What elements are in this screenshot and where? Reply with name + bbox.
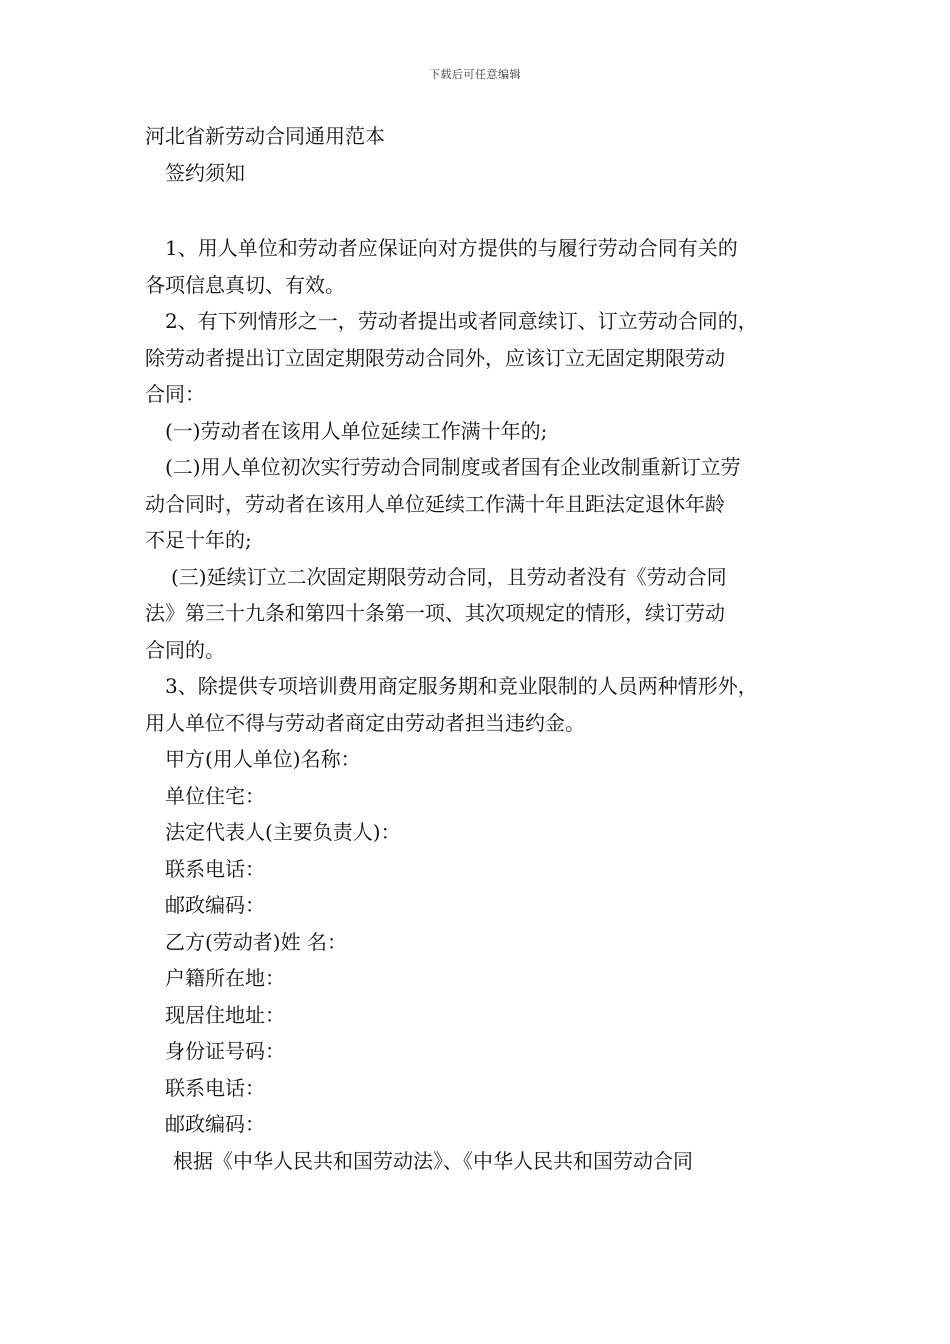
- party-a-name-field: 甲方(用人单位)名称：: [165, 747, 361, 771]
- document-subtitle: 签约须知: [165, 160, 245, 185]
- party-a-address-field: 单位住宅：: [165, 783, 265, 808]
- item-2: [145, 303, 811, 413]
- party-a-section: [145, 741, 811, 924]
- document-body: [145, 118, 811, 1179]
- basis-paragraph: [145, 1143, 811, 1180]
- sub-item-3: [145, 559, 811, 669]
- party-b-section: [145, 924, 811, 1143]
- sub-item-2-line-3: 不足十年的;: [145, 528, 252, 552]
- blank-line: [145, 191, 811, 230]
- party-b-postcode-field: 邮政编码：: [165, 1112, 265, 1136]
- sub-item-3-line-2: 法》第三十九条和第四十条第一项、其次项规定的情形，续订劳动: [145, 601, 725, 625]
- party-b-id-number-field: 身份证号码：: [165, 1039, 285, 1063]
- item-2-line-1: 2、有下列情形之一，劳动者提出或者同意续订、订立劳动合同的，: [165, 309, 758, 333]
- party-a-representative-field: 法定代表人(主要负责人)：: [165, 820, 401, 844]
- sub-item-2: [145, 449, 811, 559]
- party-b-residence-field: 现居住地址：: [165, 1002, 285, 1027]
- sub-item-1: [145, 413, 811, 450]
- sub-item-1-line-1: (一)劳动者在该用人单位延续工作满十年的;: [165, 418, 548, 443]
- item-1: [145, 230, 811, 303]
- sub-item-2-line-2: 动合同时，劳动者在该用人单位延续工作满十年且距法定退休年龄: [145, 491, 725, 516]
- item-2-line-3: 合同：: [145, 382, 205, 406]
- item-1-line-1: 1、用人单位和劳动者应保证向对方提供的与履行劳动合同有关的: [165, 236, 738, 260]
- party-b-name-field: 乙方(劳动者)姓 名：: [165, 929, 347, 954]
- header-note: 下载后可任意编辑: [429, 68, 521, 81]
- sub-item-3-line-1: (三)延续订立二次固定期限劳动合同，且劳动者没有《劳动合同: [171, 564, 727, 589]
- basis-line-1: 根据《中华人民共和国劳动法》、《中华人民共和国劳动合同: [173, 1148, 693, 1173]
- party-a-postcode-field: 邮政编码：: [165, 893, 265, 917]
- item-1-line-2: 各项信息真切、有效。: [145, 272, 345, 297]
- item-3-line-2: 用人单位不得与劳动者商定由劳动者担当违约金。: [145, 710, 585, 735]
- party-b-household-field: 户籍所在地：: [165, 966, 285, 990]
- sub-item-2-line-1: (二)用人单位初次实行劳动合同制度或者国有企业改制重新订立劳: [165, 455, 741, 479]
- item-2-line-2: 除劳动者提出订立固定期限劳动合同外，应该订立无固定期限劳动: [145, 345, 725, 370]
- item-3: [145, 668, 811, 741]
- party-b-phone-field: 联系电话：: [165, 1075, 265, 1100]
- document-title: 河北省新劳动合同通用范本: [145, 124, 385, 148]
- party-a-phone-field: 联系电话：: [165, 856, 265, 881]
- sub-item-3-line-3: 合同的。: [145, 637, 225, 662]
- item-3-line-1: 3、除提供专项培训费用商定服务期和竞业限制的人员两种情形外，: [165, 674, 758, 698]
